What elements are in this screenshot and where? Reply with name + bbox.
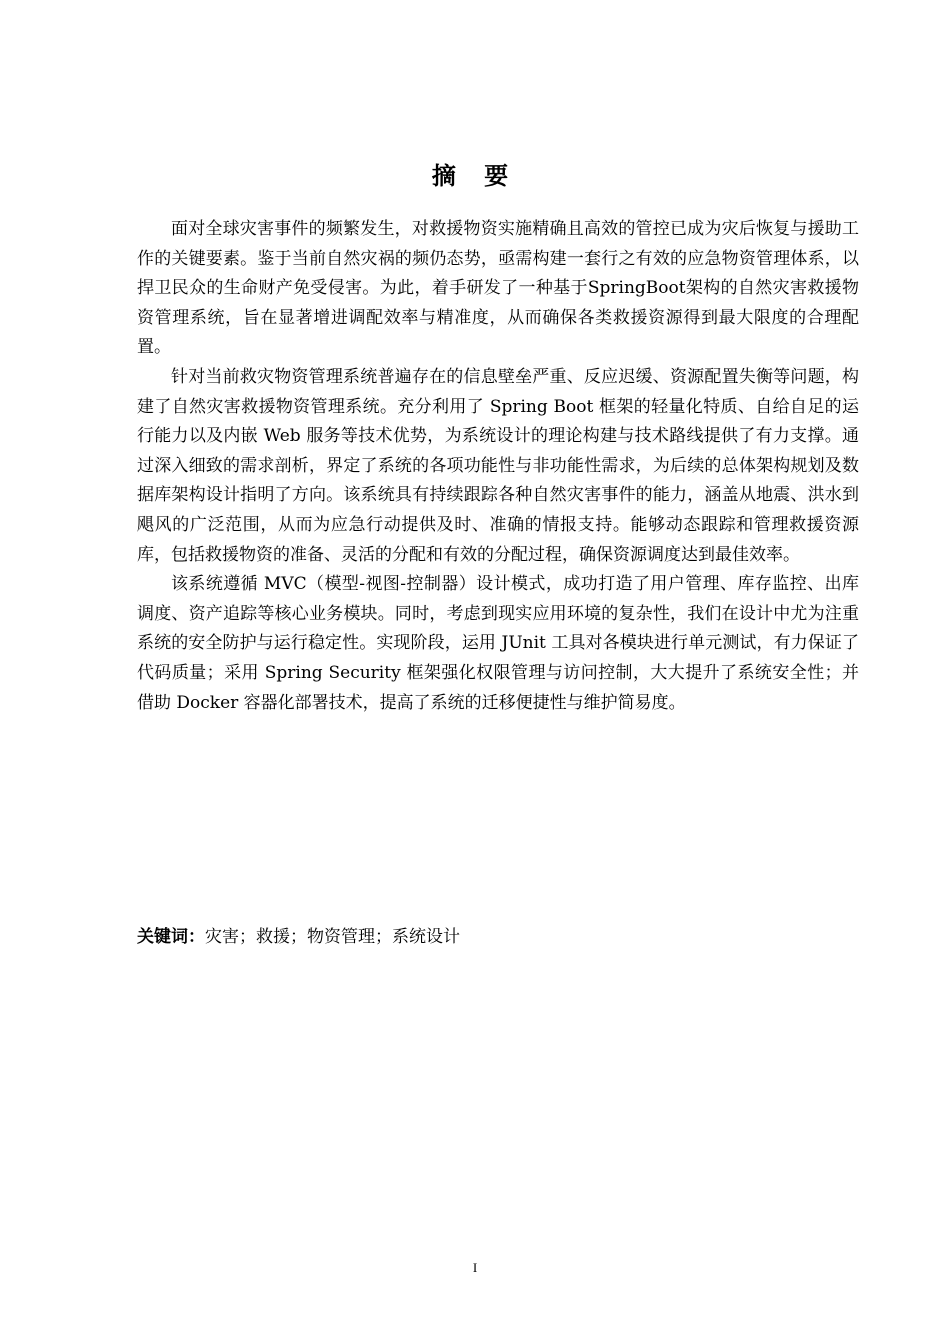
page-number: I	[472, 1260, 478, 1275]
abstract-paragraph-3: 该系统遵循 MVC（模型-视图-控制器）设计模式，成功打造了用户管理、库存监控、出库调度、资产追踪等核心业务模块。同时，考虑到现实应用环境的复杂性，我们在设计中尤为注重系统的安全防护与运行稳定性。实现阶段，运用 JUnit 工具对各模块进行单元测试，有力保证了代码质量；采用 Spring Security 框架强化权限管理与访问控制，大大提升了系统安全性；并借助 Docker 容器化部署技术，提高了系统的迁移便捷性与维护简易度。	[137, 574, 859, 713]
keywords-value: 灾害；救援；物资管理；系统设计	[205, 927, 460, 947]
abstract-paragraph-1: 面对全球灾害事件的频繁发生，对救援物资实施精确且高效的管控已成为灾后恢复与援助工作的关键要素。鉴于当前自然灾祸的频仍态势，亟需构建一套行之有效的应急物资管理体系，以捍卫民众的生命财产免受侵害。为此，着手研发了一种基于SpringBoot架构的自然灾害救援物资管理系统，旨在显著增进调配效率与精准度，从而确保各类救援资源得到最大限度的合理配置。	[137, 219, 859, 358]
abstract-title: 摘 要	[431, 162, 519, 190]
keywords-line	[137, 922, 859, 952]
abstract-body	[137, 215, 859, 718]
keywords-label: 关键词：	[137, 927, 205, 947]
abstract-paragraph-2: 针对当前救灾物资管理系统普遍存在的信息壁垒严重、反应迟缓、资源配置失衡等问题，构建了自然灾害救援物资管理系统。充分利用了 Spring Boot 框架的轻量化特质、自给自足的运行能力以及内嵌 Web 服务等技术优势，为系统设计的理论构建与技术路线提供了有力支撑。通过深入细致的需求剖析，界定了系统的各项功能性与非功能性需求，为后续的总体架构规划及数据库架构设计指明了方向。该系统具有持续跟踪各种自然灾害事件的能力，涵盖从地震、洪水到飓风的广泛范围，从而为应急行动提供及时、准确的情报支持。能够动态跟踪和管理救援资源库，包括救援物资的准备、灵活的分配和有效的分配过程，确保资源调度达到最佳效率。	[137, 366, 859, 565]
